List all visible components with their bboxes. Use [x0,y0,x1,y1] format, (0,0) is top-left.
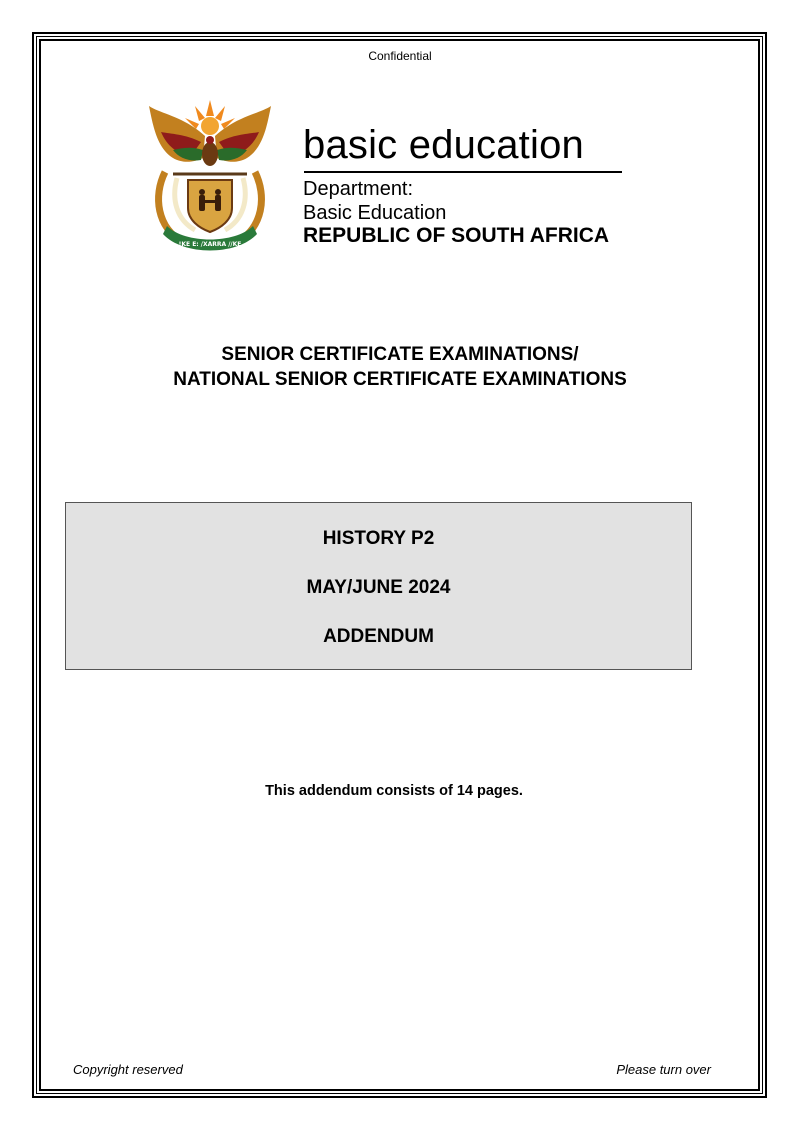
document-type: ADDENDUM [323,626,434,647]
exam-title-line-1: SENIOR CERTIFICATE EXAMINATIONS/ [221,344,579,365]
footer-copyright: Copyright reserved [73,1062,183,1077]
country-name: REPUBLIC OF SOUTH AFRICA [303,224,610,247]
department-label: Department: [303,178,414,200]
subject-box [65,502,692,670]
exam-session: MAY/JUNE 2024 [306,577,451,598]
exam-title-line-2: NATIONAL SENIOR CERTIFICATE EXAMINATIONS [173,369,627,390]
subject-name: HISTORY P2 [322,528,435,549]
page-count-note: This addendum consists of 14 pages. [265,783,523,799]
department-name: Basic Education [303,202,447,224]
brand-name: basic education [303,123,584,167]
footer-turn-over: Please turn over [616,1062,711,1077]
crest-motto: !KE E: /XARRA //KE [178,241,242,248]
coat-of-arms-icon [143,96,277,260]
confidential-label: Confidential [368,49,432,63]
brand-underline [304,171,622,173]
